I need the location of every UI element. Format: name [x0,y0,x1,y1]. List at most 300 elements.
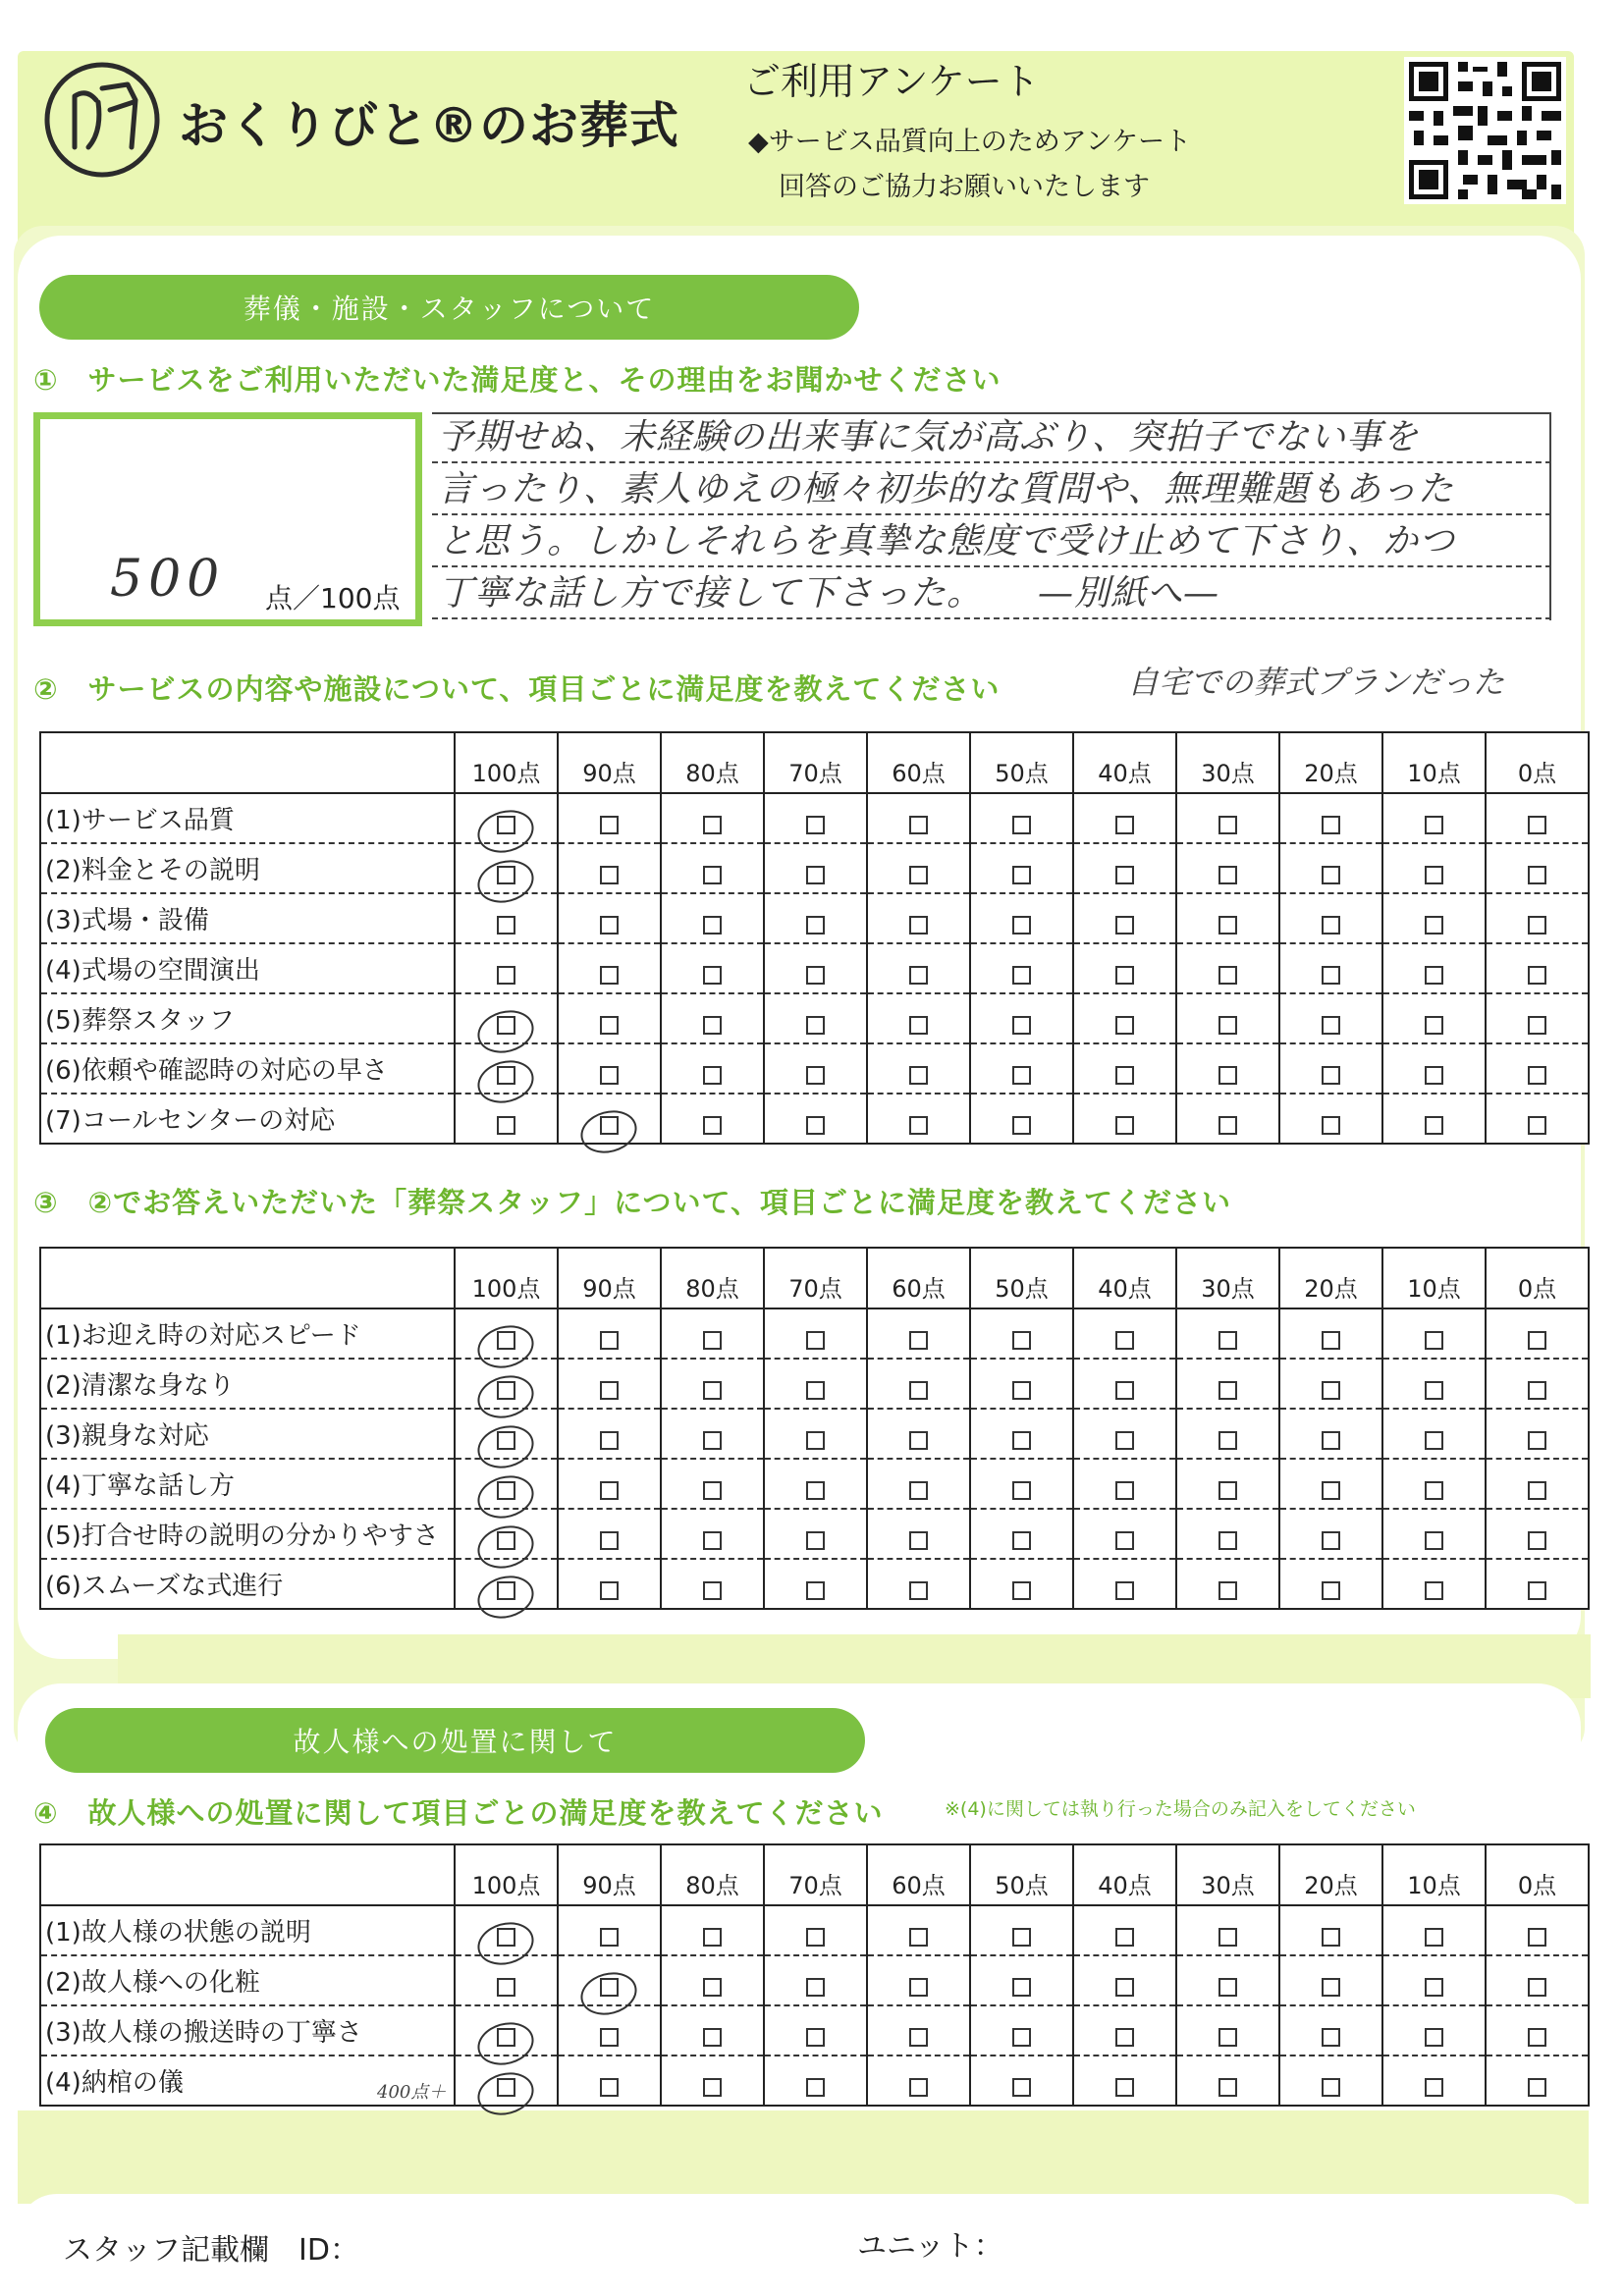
checkbox[interactable] [909,1431,928,1450]
checkbox-circled[interactable] [497,1331,515,1350]
checkbox[interactable] [1218,1431,1237,1450]
checkbox[interactable] [600,866,619,884]
checkbox[interactable] [1528,1531,1546,1550]
table-row [40,1094,1589,1144]
checkbox[interactable] [703,1431,722,1450]
rating-cell [1176,1509,1279,1559]
rating-cell [1382,1559,1486,1609]
checkbox[interactable] [1425,2078,1443,2097]
staff-id-label: スタッフ記載欄 ID： [63,2233,359,2268]
checkbox[interactable] [1425,1331,1443,1350]
checkbox-circled[interactable] [497,2078,515,2097]
rating-cell [1073,943,1176,993]
checkbox[interactable] [1218,1331,1237,1350]
checkbox[interactable] [1012,1481,1031,1500]
rating-cell [970,843,1073,893]
checkbox[interactable] [806,1066,825,1085]
table-row [40,893,1589,943]
checkbox[interactable] [1425,866,1443,884]
checkbox[interactable] [1218,1381,1237,1400]
rating-cell [970,993,1073,1043]
row-label: (6)依頼や確認時の対応の早さ [40,1043,455,1094]
checkbox[interactable] [703,916,722,934]
checkbox[interactable] [1218,866,1237,884]
q3-title: ③ ②でお答えいただいた「葬祭スタッフ」について、項目ごとに満足度を教えてください [33,1186,1231,1219]
brand-name: おくりびと®のお葬式 [179,97,679,154]
checkbox[interactable] [600,2078,619,2097]
checkbox[interactable] [1218,966,1237,985]
checkbox[interactable] [1115,1331,1134,1350]
row-label: (1)故人様の状態の説明 [40,1905,455,1955]
checkbox[interactable] [1115,1381,1134,1400]
rating-cell [1073,1459,1176,1509]
rating-cell [970,1459,1073,1509]
rating-cell [764,1359,867,1409]
checkbox-circled[interactable] [497,866,515,884]
checkbox[interactable] [600,816,619,834]
checkbox[interactable] [1528,1016,1546,1035]
checkbox[interactable] [1322,1978,1340,1997]
checkbox[interactable] [909,1381,928,1400]
checkbox[interactable] [1425,1381,1443,1400]
checkbox[interactable] [1218,1066,1237,1085]
checkbox[interactable] [806,916,825,934]
checkbox[interactable] [1322,2078,1340,2097]
checkbox[interactable] [1425,1581,1443,1600]
rating-cell [1486,1094,1589,1144]
survey-lead-2: 回答のご協力お願いいたします [779,172,1150,202]
rating-cell [1073,1509,1176,1559]
checkbox[interactable] [1115,916,1134,934]
score-column-header: 10点 [1382,732,1486,793]
checkbox[interactable] [1012,966,1031,985]
checkbox[interactable] [1425,2028,1443,2047]
rating-cell [455,1308,558,1359]
row-label: (1)お迎え時の対応スピード [40,1308,455,1359]
checkbox[interactable] [1115,1581,1134,1600]
checkbox[interactable] [806,1016,825,1035]
checkbox[interactable] [806,1331,825,1350]
rating-cell [1279,1409,1382,1459]
table-row [40,1043,1589,1094]
checkbox[interactable] [600,1581,619,1600]
rating-cell [1486,893,1589,943]
rating-cell [1073,843,1176,893]
rating-cell [1382,1043,1486,1094]
checkbox[interactable] [600,1928,619,1947]
checkbox[interactable] [703,1481,722,1500]
rating-cell [764,943,867,993]
score-column-header: 90点 [558,1844,661,1905]
checkbox[interactable] [1115,1531,1134,1550]
checkbox[interactable] [806,1581,825,1600]
checkbox[interactable] [909,1116,928,1135]
rating-cell [1279,943,1382,993]
checkbox[interactable] [806,816,825,834]
checkbox[interactable] [1012,816,1031,834]
checkbox[interactable] [497,1116,515,1135]
checkbox[interactable] [1012,1928,1031,1947]
table-row [40,1905,1589,1955]
q4-note: ※(4)に関しては執り行った場合のみ記入をしてください [945,1798,1416,1820]
checkbox[interactable] [1425,966,1443,985]
score-column-header: 10点 [1382,1844,1486,1905]
rating-cell [661,1043,764,1094]
checkbox[interactable] [600,966,619,985]
checkbox[interactable] [1115,1978,1134,1997]
rating-cell [764,2056,867,2106]
checkbox-circled[interactable] [497,1481,515,1500]
checkbox[interactable] [1425,816,1443,834]
checkbox[interactable] [1218,2028,1237,2047]
checkbox[interactable] [600,2028,619,2047]
checkbox[interactable] [909,2028,928,2047]
checkbox-circled[interactable] [497,1928,515,1947]
checkbox[interactable] [1322,1381,1340,1400]
rating-cell [558,1409,661,1459]
checkbox[interactable] [1115,816,1134,834]
rating-cell [764,793,867,843]
rating-cell [1382,1409,1486,1459]
checkbox[interactable] [1322,1016,1340,1035]
score-value: 500 [110,550,226,609]
checkbox[interactable] [1218,1481,1237,1500]
survey-title: ご利用アンケート [743,60,1040,103]
checkbox[interactable] [1012,1381,1031,1400]
checkbox[interactable] [1528,1066,1546,1085]
item-column-header [40,732,455,793]
checkbox[interactable] [1425,1531,1443,1550]
checkbox[interactable] [703,866,722,884]
score-unit: 点／100点 [265,582,401,614]
checkbox[interactable] [1322,1928,1340,1947]
checkbox[interactable] [1322,966,1340,985]
checkbox-circled[interactable] [497,1066,515,1085]
checkbox[interactable] [1425,1066,1443,1085]
checkbox[interactable] [1012,1978,1031,1997]
rating-cell [1279,1509,1382,1559]
checkbox[interactable] [600,1331,619,1350]
checkbox[interactable] [703,1066,722,1085]
checkbox[interactable] [1322,1116,1340,1135]
score-column-header: 20点 [1279,732,1382,793]
rating-cell [661,1905,764,1955]
rating-cell [661,793,764,843]
checkbox[interactable] [1322,1481,1340,1500]
checkbox[interactable] [1218,1928,1237,1947]
rating-cell [1382,1955,1486,2005]
checkbox[interactable] [1528,1978,1546,1997]
checkbox[interactable] [1322,2028,1340,2047]
checkbox[interactable] [1528,1331,1546,1350]
table-row [40,1955,1589,2005]
checkbox[interactable] [1115,2028,1134,2047]
checkbox[interactable] [806,2078,825,2097]
checkbox[interactable] [1012,1116,1031,1135]
checkbox[interactable] [1012,2078,1031,2097]
rating-cell [764,1905,867,1955]
rating-cell [1073,2056,1176,2106]
checkbox[interactable] [600,1481,619,1500]
answer-area[interactable] [432,412,1551,628]
checkbox[interactable] [806,1978,825,1997]
checkbox[interactable] [909,916,928,934]
rating-cell [1176,1308,1279,1359]
rating-cell [1176,1459,1279,1509]
section-1-heading: 葬儀・施設・スタッフについて [39,275,859,340]
rating-cell [1486,2056,1589,2106]
checkbox[interactable] [703,1016,722,1035]
row-label: (3)親身な対応 [40,1409,455,1459]
checkbox[interactable] [909,1331,928,1350]
score-column-header: 50点 [970,1844,1073,1905]
checkbox[interactable] [600,1531,619,1550]
checkbox[interactable] [1528,1928,1546,1947]
score-column-header: 20点 [1279,1844,1382,1905]
checkbox[interactable] [1322,1066,1340,1085]
checkbox[interactable] [703,1928,722,1947]
checkbox[interactable] [1115,866,1134,884]
rating-cell [970,2056,1073,2106]
checkbox-circled[interactable] [497,1431,515,1450]
checkbox[interactable] [909,1531,928,1550]
checkbox[interactable] [703,1531,722,1550]
score-column-header: 80点 [661,1844,764,1905]
checkbox[interactable] [1425,1481,1443,1500]
row-label: (2)清潔な身なり [40,1359,455,1409]
score-column-header: 40点 [1073,1248,1176,1308]
checkbox[interactable] [1322,816,1340,834]
checkbox[interactable] [1218,1116,1237,1135]
rating-cell [558,843,661,893]
checkbox[interactable] [909,816,928,834]
checkbox[interactable] [1115,1116,1134,1135]
checkbox[interactable] [1012,916,1031,934]
checkbox[interactable] [1322,866,1340,884]
rating-cell [970,943,1073,993]
checkbox[interactable] [909,866,928,884]
checkbox-circled[interactable] [497,816,515,834]
checkbox[interactable] [909,1481,928,1500]
checkbox[interactable] [1322,1581,1340,1600]
checkbox[interactable] [1218,916,1237,934]
brand-logo-icon [41,59,164,182]
checkbox[interactable] [1012,866,1031,884]
checkbox[interactable] [703,966,722,985]
rating-cell [867,1359,970,1409]
checkbox[interactable] [1012,1066,1031,1085]
rating-cell [455,1559,558,1609]
checkbox[interactable] [1115,1431,1134,1450]
checkbox[interactable] [909,1978,928,1997]
rating-cell [1486,943,1589,993]
checkbox[interactable] [1115,1928,1134,1947]
checkbox[interactable] [1218,2078,1237,2097]
checkbox-circled[interactable] [497,1531,515,1550]
checkbox[interactable] [1115,2078,1134,2097]
rating-cell [1279,843,1382,893]
checkbox[interactable] [806,1531,825,1550]
checkbox[interactable] [1425,1016,1443,1035]
checkbox[interactable] [806,1381,825,1400]
checkbox[interactable] [1528,2028,1546,2047]
checkbox[interactable] [1528,866,1546,884]
row-label: (4)丁寧な話し方 [40,1459,455,1509]
checkbox[interactable] [1528,1481,1546,1500]
checkbox[interactable] [1012,1581,1031,1600]
checkbox[interactable] [1528,2078,1546,2097]
checkbox[interactable] [1528,966,1546,985]
checkbox[interactable] [497,916,515,934]
checkbox[interactable] [1115,1481,1134,1500]
checkbox[interactable] [1425,1116,1443,1135]
rating-cell [764,1043,867,1094]
checkbox[interactable] [1528,816,1546,834]
checkbox[interactable] [703,1581,722,1600]
checkbox[interactable] [703,2028,722,2047]
checkbox[interactable] [600,1066,619,1085]
table-row [40,993,1589,1043]
rating-cell [867,1094,970,1144]
checkbox[interactable] [1218,816,1237,834]
checkbox[interactable] [497,1978,515,1997]
unit-label: ユニット： [857,2229,1003,2264]
rating-cell [1486,2005,1589,2056]
checkbox[interactable] [1425,1928,1443,1947]
checkbox[interactable] [703,1331,722,1350]
checkbox[interactable] [806,1431,825,1450]
checkbox[interactable] [1218,1531,1237,1550]
rating-cell [455,993,558,1043]
rating-cell [1073,793,1176,843]
row-label: (3)式場・設備 [40,893,455,943]
checkbox[interactable] [1425,1431,1443,1450]
table-row [40,1509,1589,1559]
item-column-header [40,1844,455,1905]
checkbox[interactable] [909,1066,928,1085]
rating-cell [455,1043,558,1094]
checkbox[interactable] [600,1381,619,1400]
checkbox[interactable] [703,1978,722,1997]
checkbox[interactable] [1322,1531,1340,1550]
checkbox-circled[interactable] [600,1116,619,1135]
checkbox[interactable] [909,2078,928,2097]
checkbox-circled[interactable] [497,1016,515,1035]
rating-cell [764,1955,867,2005]
checkbox[interactable] [909,1928,928,1947]
checkbox[interactable] [1012,1531,1031,1550]
checkbox[interactable] [1528,1116,1546,1135]
rating-cell [867,1905,970,1955]
qr-code-icon[interactable] [1404,57,1566,204]
checkbox[interactable] [1012,1016,1031,1035]
checkbox-circled[interactable] [600,1978,619,1997]
checkbox[interactable] [1218,1581,1237,1600]
checkbox[interactable] [806,1928,825,1947]
checkbox[interactable] [1425,916,1443,934]
table-row [40,1359,1589,1409]
score-column-header: 60点 [867,1844,970,1905]
score-column-header: 100点 [455,1844,558,1905]
checkbox[interactable] [1115,1016,1134,1035]
rating-cell [558,1359,661,1409]
rating-cell [867,1955,970,2005]
rating-cell [1279,1459,1382,1509]
checkbox[interactable] [1012,1431,1031,1450]
checkbox[interactable] [806,2028,825,2047]
rating-cell [455,2056,558,2106]
rating-cell [1176,993,1279,1043]
rating-cell [1382,1509,1486,1559]
checkbox[interactable] [909,966,928,985]
checkbox-circled[interactable] [497,2028,515,2047]
rating-cell [558,1559,661,1609]
rating-cell [661,2005,764,2056]
rating-cell [1176,943,1279,993]
checkbox[interactable] [600,916,619,934]
checkbox[interactable] [806,1481,825,1500]
rating-cell [970,893,1073,943]
rating-cell [1382,1308,1486,1359]
answer-line: 予期せぬ、未経験の出来事に気が高ぶり、突拍子でない事を [432,412,1551,463]
checkbox[interactable] [1218,1016,1237,1035]
rating-cell [764,893,867,943]
checkbox[interactable] [600,1016,619,1035]
table-row [40,1559,1589,1609]
rating-cell [1382,993,1486,1043]
checkbox[interactable] [909,1016,928,1035]
checkbox[interactable] [1528,916,1546,934]
checkbox[interactable] [1218,1978,1237,1997]
table-row [40,793,1589,843]
checkbox[interactable] [1115,966,1134,985]
checkbox[interactable] [1425,1978,1443,1997]
checkbox[interactable] [806,866,825,884]
checkbox[interactable] [1322,916,1340,934]
rating-cell [867,1559,970,1609]
rating-cell [1073,1308,1176,1359]
checkbox-circled[interactable] [497,1581,515,1600]
checkbox[interactable] [703,1381,722,1400]
checkbox[interactable] [806,966,825,985]
checkbox[interactable] [909,1581,928,1600]
answer-line: 言ったり、素人ゆえの極々初歩的な質問や、無理難題もあった [432,464,1551,515]
rating-cell [1279,1043,1382,1094]
checkbox[interactable] [703,2078,722,2097]
checkbox[interactable] [806,1116,825,1135]
checkbox[interactable] [1012,2028,1031,2047]
rating-cell [1382,1359,1486,1409]
checkbox[interactable] [1322,1431,1340,1450]
checkbox[interactable] [497,966,515,985]
checkbox[interactable] [703,816,722,834]
checkbox[interactable] [703,1116,722,1135]
checkbox[interactable] [1012,1331,1031,1350]
rating-cell [1176,793,1279,843]
q4-title: ④ 故人様への処置に関して項目ごとの満足度を教えてください [33,1796,884,1830]
checkbox[interactable] [1528,1431,1546,1450]
checkbox[interactable] [1115,1066,1134,1085]
rating-cell [764,1409,867,1459]
checkbox[interactable] [600,1431,619,1450]
rating-cell [661,1955,764,2005]
rating-cell [1176,843,1279,893]
checkbox[interactable] [1322,1331,1340,1350]
checkbox-circled[interactable] [497,1381,515,1400]
row-label: (4)式場の空間演出 [40,943,455,993]
checkbox[interactable] [1528,1581,1546,1600]
checkbox[interactable] [1528,1381,1546,1400]
